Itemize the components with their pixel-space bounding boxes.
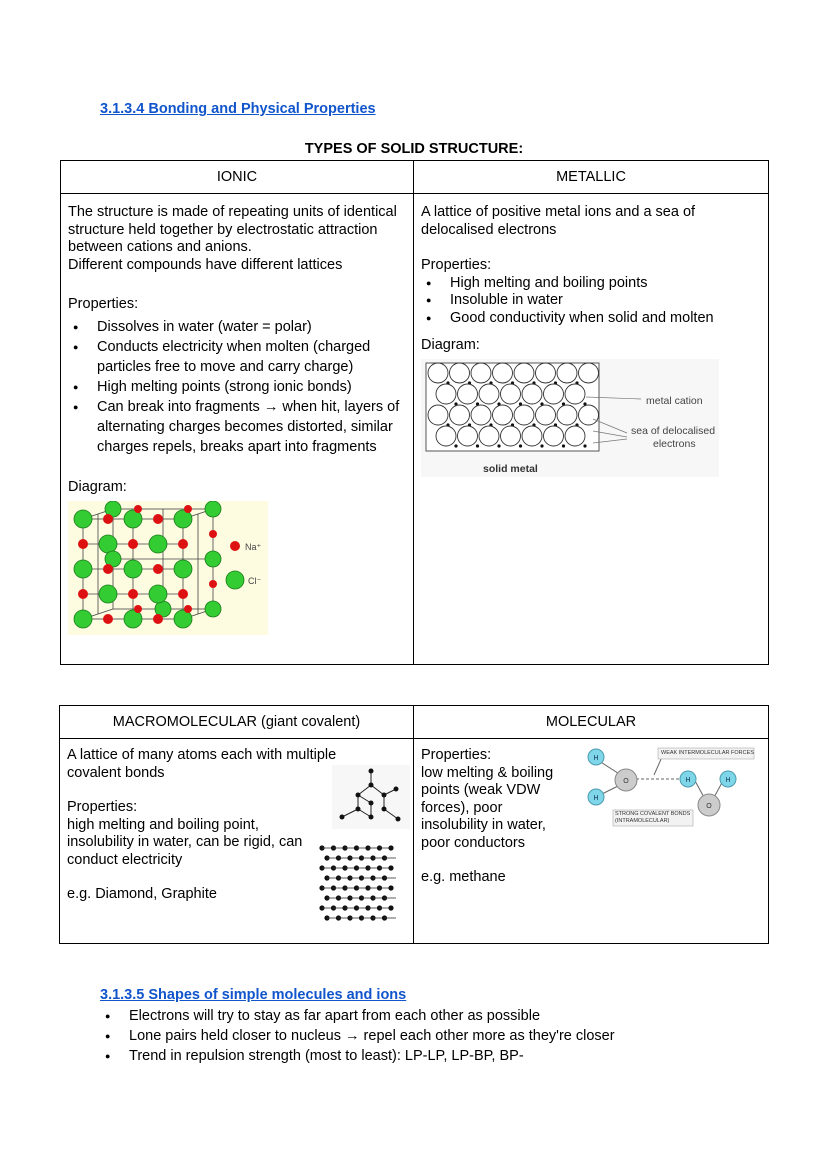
metal-ion bbox=[579, 405, 599, 425]
section-heading-bonding[interactable]: 3.1.3.4 Bonding and Physical Properties bbox=[100, 101, 376, 117]
macro-example: e.g. Diamond, Graphite bbox=[67, 886, 217, 902]
list-item: ● Good conductivity when solid and molten bbox=[450, 310, 761, 328]
molecular-properties-text: low melting & boiling points (weak VDW forces), poor insolubility in water, poor conductors bbox=[421, 764, 554, 851]
delocalised-electron bbox=[454, 444, 457, 447]
metal-ion bbox=[436, 426, 456, 446]
metallic-header: METALLIC bbox=[414, 161, 769, 194]
atom-o-label: O bbox=[706, 803, 712, 810]
atom-h-label: H bbox=[725, 777, 731, 784]
metal-ion bbox=[428, 363, 448, 383]
metal-ion bbox=[544, 384, 564, 404]
metal-ion bbox=[458, 426, 478, 446]
metal-ion bbox=[471, 363, 491, 383]
label-sea-of-electrons: sea of delocalised bbox=[631, 424, 716, 437]
label-sea-of-electrons-2: electrons bbox=[653, 437, 696, 450]
metal-ion bbox=[536, 405, 556, 425]
atom-o-label: O bbox=[623, 778, 629, 785]
metallic-lattice-diagram bbox=[421, 359, 719, 477]
metal-lattice-image bbox=[421, 359, 719, 477]
molecular-properties-label: Properties: bbox=[421, 747, 492, 763]
metal-ion bbox=[557, 405, 577, 425]
delocalised-electron bbox=[519, 444, 522, 447]
metal-ion bbox=[479, 426, 499, 446]
label-weak-forces: WEAK INTERMOLECULAR FORCES bbox=[661, 750, 754, 756]
nacl-lattice-image bbox=[68, 501, 268, 635]
ionic-lattice-diagram bbox=[68, 501, 268, 635]
metal-ion bbox=[493, 405, 513, 425]
metal-ion bbox=[514, 363, 534, 383]
molecular-diagram bbox=[582, 745, 756, 839]
delocalised-electron bbox=[562, 444, 565, 447]
graphite-atom bbox=[388, 845, 393, 850]
metallic-properties-label: Properties: bbox=[421, 257, 492, 273]
delocalised-electron bbox=[540, 444, 543, 447]
metal-ion bbox=[479, 384, 499, 404]
metal-ion bbox=[557, 363, 577, 383]
shapes-bullet-list bbox=[100, 1006, 769, 1066]
ionic-diagram-label: Diagram: bbox=[68, 478, 127, 495]
graphite-atom bbox=[388, 865, 393, 870]
molecular-header: MOLECULAR bbox=[414, 706, 769, 739]
list-item: ● Electrons will try to stay as far apart from each other as possible bbox=[129, 1006, 769, 1026]
delocalised-electron bbox=[583, 444, 586, 447]
ionic-description: The structure is made of repeating units of identical structure held together by electrostatic attraction between cations and anions. bbox=[68, 204, 397, 255]
metal-ion bbox=[450, 363, 470, 383]
metal-ion bbox=[522, 426, 542, 446]
diamond-structure-image bbox=[332, 765, 410, 829]
metallic-description: A lattice of positive metal ions and a sea of delocalised electrons bbox=[421, 204, 696, 238]
section-heading-shapes[interactable]: 3.1.3.5 Shapes of simple molecules and ions bbox=[100, 987, 407, 1003]
metallic-properties-list bbox=[421, 275, 761, 328]
metal-ion bbox=[565, 384, 585, 404]
metal-ion bbox=[428, 405, 448, 425]
list-item: ● Trend in repulsion strength (most to least): LP-LP, LP-BP, BP- bbox=[129, 1046, 769, 1066]
metal-ion bbox=[522, 384, 542, 404]
macro-properties-text: high melting and boiling point, insolubility in water, can be rigid, can conduct electricity bbox=[67, 816, 303, 868]
metallic-diagram-label: Diagram: bbox=[421, 337, 480, 353]
macro-properties-label: Properties: bbox=[67, 799, 138, 815]
macro-description: A lattice of many atoms each with multiple covalent bonds bbox=[67, 747, 337, 781]
list-item: ● Insoluble in water bbox=[450, 292, 761, 310]
metallic-cell bbox=[414, 194, 769, 665]
atom-h-label: H bbox=[685, 777, 691, 784]
metal-ion bbox=[471, 405, 491, 425]
label-intramolecular: (INTRAMOLECULAR) bbox=[615, 818, 670, 824]
label-metal-cation: metal cation bbox=[646, 394, 703, 407]
metal-ion bbox=[514, 405, 534, 425]
table-title: TYPES OF SOLID STRUCTURE: bbox=[304, 141, 524, 157]
legend-na-label: Na⁺ bbox=[245, 542, 262, 552]
list-item: ● High melting points (strong ionic bonds) bbox=[97, 377, 406, 397]
ionic-cell bbox=[61, 194, 414, 665]
metal-ion bbox=[436, 384, 456, 404]
delocalised-electron bbox=[476, 444, 479, 447]
atom-h-label: H bbox=[593, 795, 599, 802]
solid-structure-table bbox=[60, 160, 769, 665]
list-item: ● High melting and boiling points bbox=[450, 275, 761, 293]
metal-ion bbox=[565, 426, 585, 446]
ionic-properties-label: Properties: bbox=[68, 296, 139, 312]
metal-ion bbox=[501, 384, 521, 404]
list-item: ● Lone pairs held closer to nucleus → repel each other more as they're closer bbox=[129, 1026, 769, 1046]
ionic-description-2: Different compounds have different lattices bbox=[68, 256, 343, 273]
covalent-structure-table bbox=[59, 705, 769, 944]
list-item: ● Can break into fragments → when hit, layers of alternating charges becomes distorted, similar charges repels, breaks apart into fragments bbox=[97, 397, 406, 457]
metal-ion bbox=[458, 384, 478, 404]
graphite-structure-image bbox=[316, 843, 398, 925]
metal-ion bbox=[536, 363, 556, 383]
atom-h-label: H bbox=[593, 755, 599, 762]
list-item: ● Dissolves in water (water = polar) bbox=[97, 317, 406, 337]
legend-cl-label: Cl⁻ bbox=[248, 576, 262, 586]
metal-ion bbox=[501, 426, 521, 446]
molecular-cell bbox=[414, 739, 769, 944]
caption-solid-metal: solid metal bbox=[483, 462, 538, 475]
ionic-properties-list bbox=[68, 317, 406, 457]
graphite-atom bbox=[388, 905, 393, 910]
ionic-header: IONIC bbox=[61, 161, 414, 194]
metal-ion bbox=[544, 426, 564, 446]
delocalised-electron bbox=[497, 444, 500, 447]
list-item: ● Conducts electricity when molten (charged particles free to move and carry charge) bbox=[97, 337, 406, 377]
macromolecular-cell bbox=[60, 739, 414, 944]
label-strong-bonds: STRONG COVALENT BONDS bbox=[615, 811, 691, 817]
metal-ion bbox=[493, 363, 513, 383]
graphite-atom bbox=[388, 885, 393, 890]
metal-ion bbox=[450, 405, 470, 425]
macromolecular-header: MACROMOLECULAR (giant covalent) bbox=[60, 706, 414, 739]
molecular-example: e.g. methane bbox=[421, 869, 506, 885]
metal-ion bbox=[579, 363, 599, 383]
